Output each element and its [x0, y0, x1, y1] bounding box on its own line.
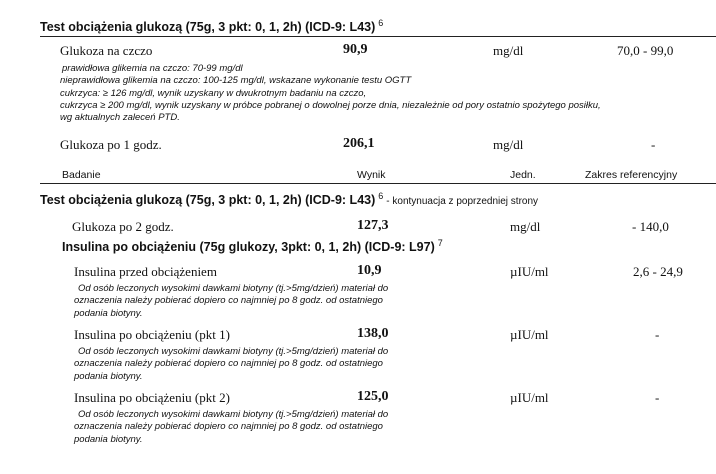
note-line: Od osób leczonych wysokimi dawkami biotyny (tj.>5mg/dzień) materiał do [78, 346, 389, 357]
test-unit: µIU/ml [510, 327, 549, 342]
test-unit: µIU/ml [510, 390, 549, 405]
test-value: 10,9 [357, 263, 382, 278]
continuation-note: - kontynuacja z poprzedniej strony [386, 196, 539, 208]
test-value: 127,3 [357, 218, 389, 233]
test-reference-range: 2,6 - 24,9 [633, 264, 683, 279]
footnote-marker: 6 [378, 191, 384, 201]
test-unit: µIU/ml [510, 264, 549, 279]
section-title-insulin-test [62, 238, 443, 254]
test-name: Glukoza po 1 godz. [60, 137, 162, 152]
section-title-glucose-test [40, 18, 383, 34]
section-title-glucose-test-continued [40, 191, 538, 207]
note-line: cukrzyca: ≥ 126 mg/dl, wynik uzyskany w dwukrotnym badaniu na czczo, [60, 87, 367, 99]
note-line: nieprawidłowa glikemia na czczo: 100-125 mg/dl, wskazane wykonanie testu OGTT [60, 75, 412, 87]
footnote-marker: 6 [378, 18, 384, 28]
test-unit: mg/dl [510, 219, 541, 234]
column-header-result: Wynik [357, 169, 386, 181]
test-value: 125,0 [357, 389, 389, 404]
test-reference-range: - [655, 327, 660, 342]
note-line: oznaczenia należy pobierać dopiero co najmniej po 8 godz. od ostatniego [74, 421, 383, 433]
test-unit: mg/dl [493, 43, 524, 58]
note-line: podania biotyny. [74, 433, 143, 445]
test-name: Glukoza po 2 godz. [72, 219, 174, 234]
section-title-text: Test obciążenia glukozą (75g, 3 pkt: 0, 1, 2h) (ICD-9: L43) [40, 20, 376, 35]
test-reference-range: 70,0 - 99,0 [617, 43, 674, 58]
test-name: Insulina po obciążeniu (pkt 1) [74, 327, 230, 342]
test-reference-range: - [655, 390, 660, 405]
note-line: oznaczenia należy pobierać dopiero co najmniej po 8 godz. od ostatniego [74, 295, 383, 307]
note-line: podania biotyny. [74, 370, 143, 382]
note-line: Od osób leczonych wysokimi dawkami biotyny (tj.>5mg/dzień) materiał do [78, 283, 389, 294]
section-title-text: Test obciążenia glukozą (75g, 3 pkt: 0, 1, 2h) (ICD-9: L43) [40, 193, 376, 208]
test-name: Insulina po obciążeniu (pkt 2) [74, 390, 230, 405]
note-line: Od osób leczonych wysokimi dawkami biotyny (tj.>5mg/dzień) materiał do [78, 409, 389, 420]
test-note [60, 63, 601, 124]
test-name: Insulina przed obciążeniem [74, 264, 217, 279]
column-header-unit: Jedn. [510, 169, 536, 181]
note-line: prawidłowa glikemia na czczo: 70-99 mg/dl [62, 63, 243, 74]
section-divider [40, 36, 716, 37]
footnote-marker: 7 [437, 238, 443, 248]
test-reference-range: - 140,0 [632, 219, 669, 234]
column-header-test: Badanie [62, 169, 101, 181]
test-value: 90,9 [343, 42, 368, 57]
test-reference-range: - [651, 137, 656, 152]
test-note [74, 409, 388, 446]
column-header-reference: Zakres referencyjny [585, 169, 678, 181]
test-value: 138,0 [357, 326, 389, 341]
test-name: Glukoza na czczo [60, 43, 153, 58]
note-line: wg aktualnych zaleceń PTD. [60, 112, 180, 124]
header-divider [40, 183, 716, 184]
test-note [74, 283, 388, 320]
test-value: 206,1 [343, 136, 375, 151]
test-note [74, 346, 388, 383]
note-line: podania biotyny. [74, 307, 143, 319]
note-line: oznaczenia należy pobierać dopiero co najmniej po 8 godz. od ostatniego [74, 358, 383, 370]
test-unit: mg/dl [493, 137, 524, 152]
note-line: cukrzyca ≥ 200 mg/dl, wynik uzyskany w próbce pobranej o dowolnej porze dnia, niezależnie od pory ostatnio spożytego posiłku, [60, 99, 601, 111]
section-title-text: Insulina po obciążeniu (75g glukozy, 3pkt: 0, 1, 2h) (ICD-9: L97) [62, 240, 435, 255]
